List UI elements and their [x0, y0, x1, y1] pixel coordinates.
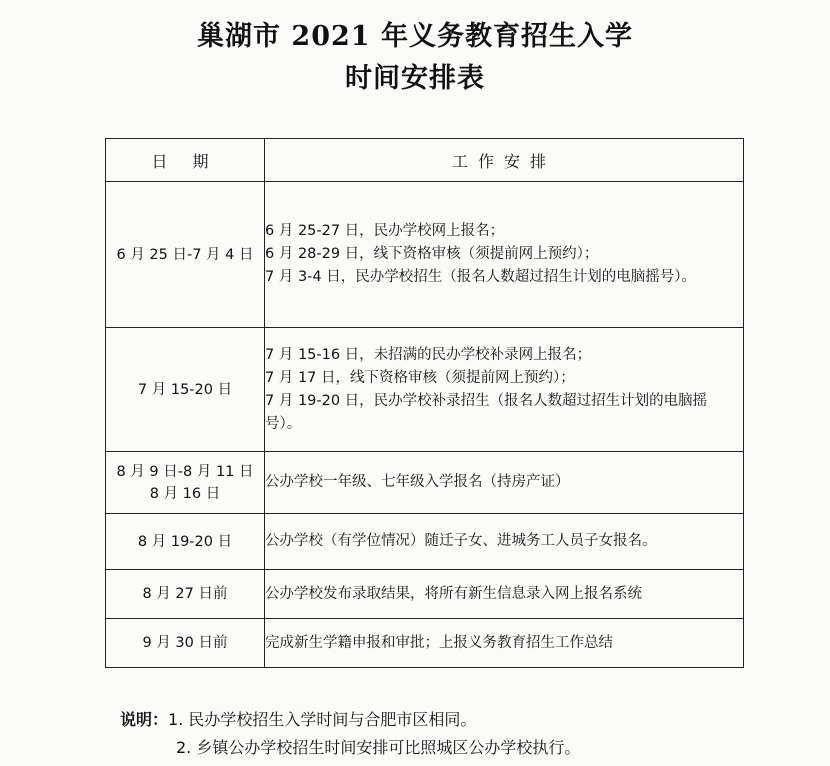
- notes-section: [120, 706, 580, 762]
- date-line: 8 月 16 日: [149, 485, 221, 502]
- row-task: [265, 514, 744, 570]
- table-row: [106, 182, 744, 328]
- task-line: 7 月 15-16 日，未招满的民办学校补录网上报名；: [265, 346, 592, 363]
- task-line: 公办学校发布录取结果，将所有新生信息录入网上报名系统: [265, 585, 642, 602]
- row-date: [106, 328, 265, 452]
- date-line: 8 月 19-20 日: [137, 533, 233, 550]
- row-date: [106, 619, 265, 668]
- task-line: 6 月 25-27 日，民办学校网上报名；: [265, 223, 505, 239]
- row-task: [265, 452, 744, 514]
- task-line: 7 月 19-20 日，民办学校补录招生（报名人数超过招生计划的电脑摇号）。: [265, 392, 708, 432]
- table-row: [106, 452, 744, 514]
- header-task: 工作安排: [265, 139, 744, 182]
- table-row: [106, 619, 744, 668]
- row-task: [265, 328, 744, 452]
- task-line: 公办学校（有学位情况）随迁子女、进城务工人员子女报名。: [265, 533, 657, 549]
- task-line: 公办学校一年级、七年级入学报名（持房产证）: [265, 474, 570, 490]
- task-line: 7 月 3-4 日，民办学校招生（报名人数超过招生计划的电脑摇号）。: [265, 269, 696, 285]
- task-line: 7 月 17 日，线下资格审核（须提前网上预约）；: [265, 369, 575, 386]
- task-line: 完成新生学籍申报和审批；上报义务教育招生工作总结: [265, 634, 613, 651]
- table-row: [106, 328, 744, 452]
- date-line: 6 月 25 日-7 月 4 日: [116, 246, 254, 263]
- row-date: [106, 514, 265, 570]
- date-line: 9 月 30 日前: [142, 635, 228, 651]
- schedule-table: [105, 138, 744, 668]
- note-text: 1. 民办学校招生入学时间与合肥市区相同。: [168, 710, 477, 729]
- note-item: [120, 706, 580, 734]
- row-task: [265, 182, 744, 328]
- document-subtitle: 时间安排表: [345, 63, 485, 94]
- header-date: 日 期: [106, 139, 265, 182]
- row-date: [106, 452, 265, 514]
- row-date: [106, 182, 265, 328]
- row-date: [106, 570, 265, 619]
- note-item: [120, 734, 580, 762]
- table-row: [106, 570, 744, 619]
- date-line: 8 月 9 日-8 月 11 日: [116, 463, 254, 480]
- row-task: [265, 619, 744, 668]
- row-task: [265, 570, 744, 619]
- date-line: 8 月 27 日前: [142, 586, 228, 602]
- notes-label: 说明：: [120, 710, 169, 729]
- date-line: 7 月 15-20 日: [137, 381, 233, 398]
- table-header-row: [106, 139, 744, 182]
- note-text: 2. 乡镇公办学校招生时间安排可比照城区公办学校执行。: [176, 738, 581, 757]
- task-line: 6 月 28-29 日，线下资格审核（须提前网上预约）；: [265, 246, 599, 262]
- table-row: [106, 514, 744, 570]
- document-title: 巢湖市 2021 年义务教育招生入学: [197, 21, 633, 52]
